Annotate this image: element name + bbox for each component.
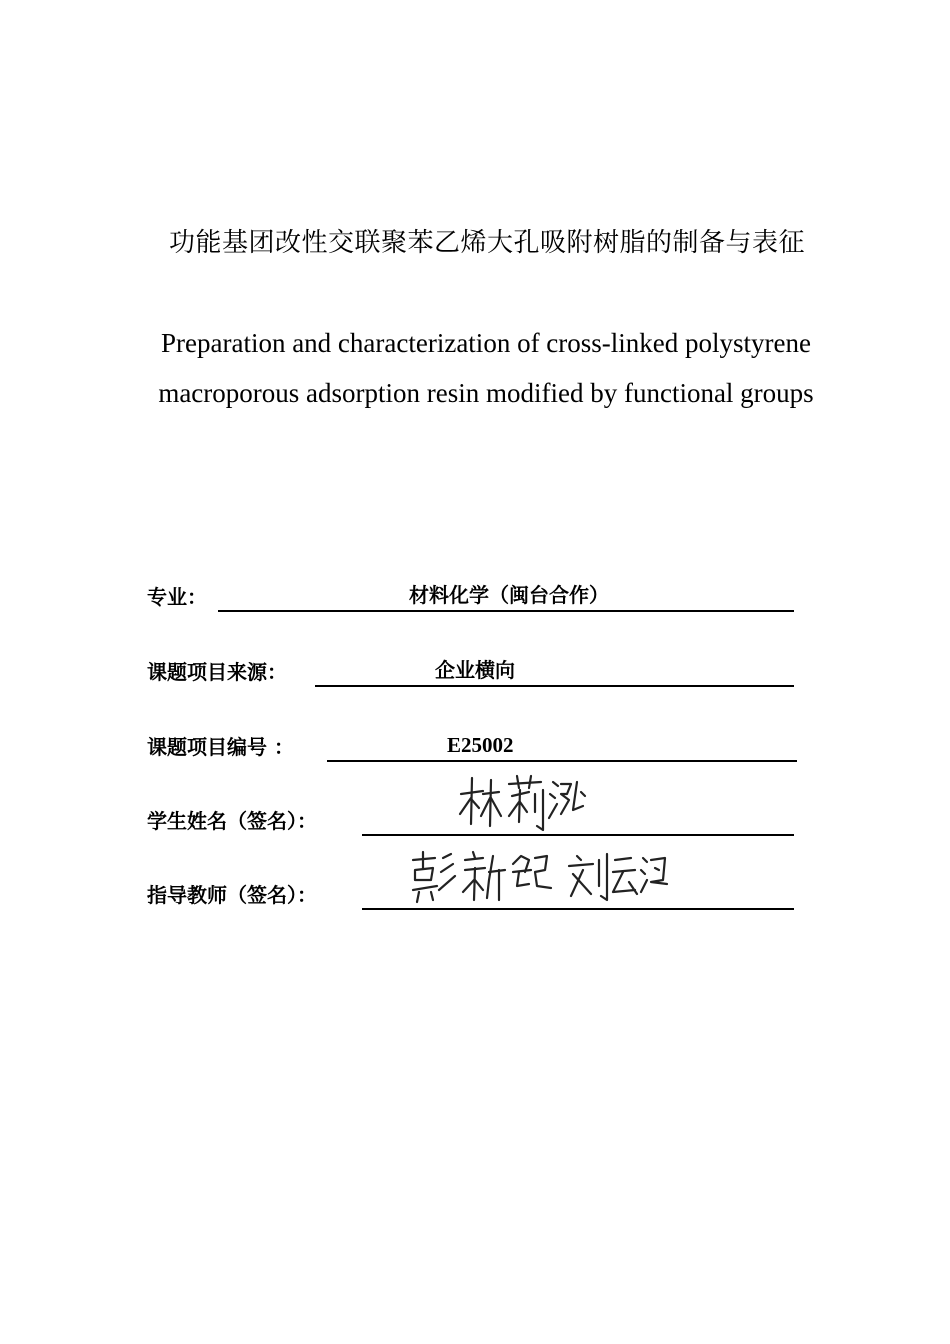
project-number-label: 课题项目编号 ：	[147, 735, 294, 759]
project-number-value: E25002	[447, 733, 514, 757]
student-handwritten-signature	[457, 772, 587, 832]
major-row	[147, 572, 797, 612]
student-signature-label: 学生姓名（签名）：	[147, 809, 317, 833]
major-underline	[218, 610, 794, 612]
advisor-signature-underline	[362, 908, 794, 910]
major-label: 专业：	[147, 585, 207, 609]
advisor-signature-row	[147, 870, 797, 910]
english-title-line-2: macroporous adsorption resin modified by functional groups	[158, 378, 814, 408]
student-signature-row	[147, 796, 797, 836]
project-number-row	[147, 722, 799, 762]
advisor-signature-label: 指导教师（签名）：	[147, 883, 317, 907]
chinese-title: 功能基团改性交联聚苯乙烯大孔吸附树脂的制备与表征	[168, 228, 805, 258]
project-source-row	[147, 647, 797, 687]
advisor-handwritten-signature	[409, 850, 669, 904]
student-signature-underline	[362, 834, 794, 836]
major-value: 材料化学（闽台合作）	[409, 583, 609, 607]
project-source-underline	[315, 685, 794, 687]
project-source-value: 企业横向	[435, 658, 515, 682]
english-title-line-1: Preparation and characterization of cross-linked polystyrene	[161, 328, 811, 358]
project-source-label: 课题项目来源：	[147, 660, 287, 684]
project-number-underline	[327, 760, 797, 762]
english-title	[0, 318, 950, 418]
